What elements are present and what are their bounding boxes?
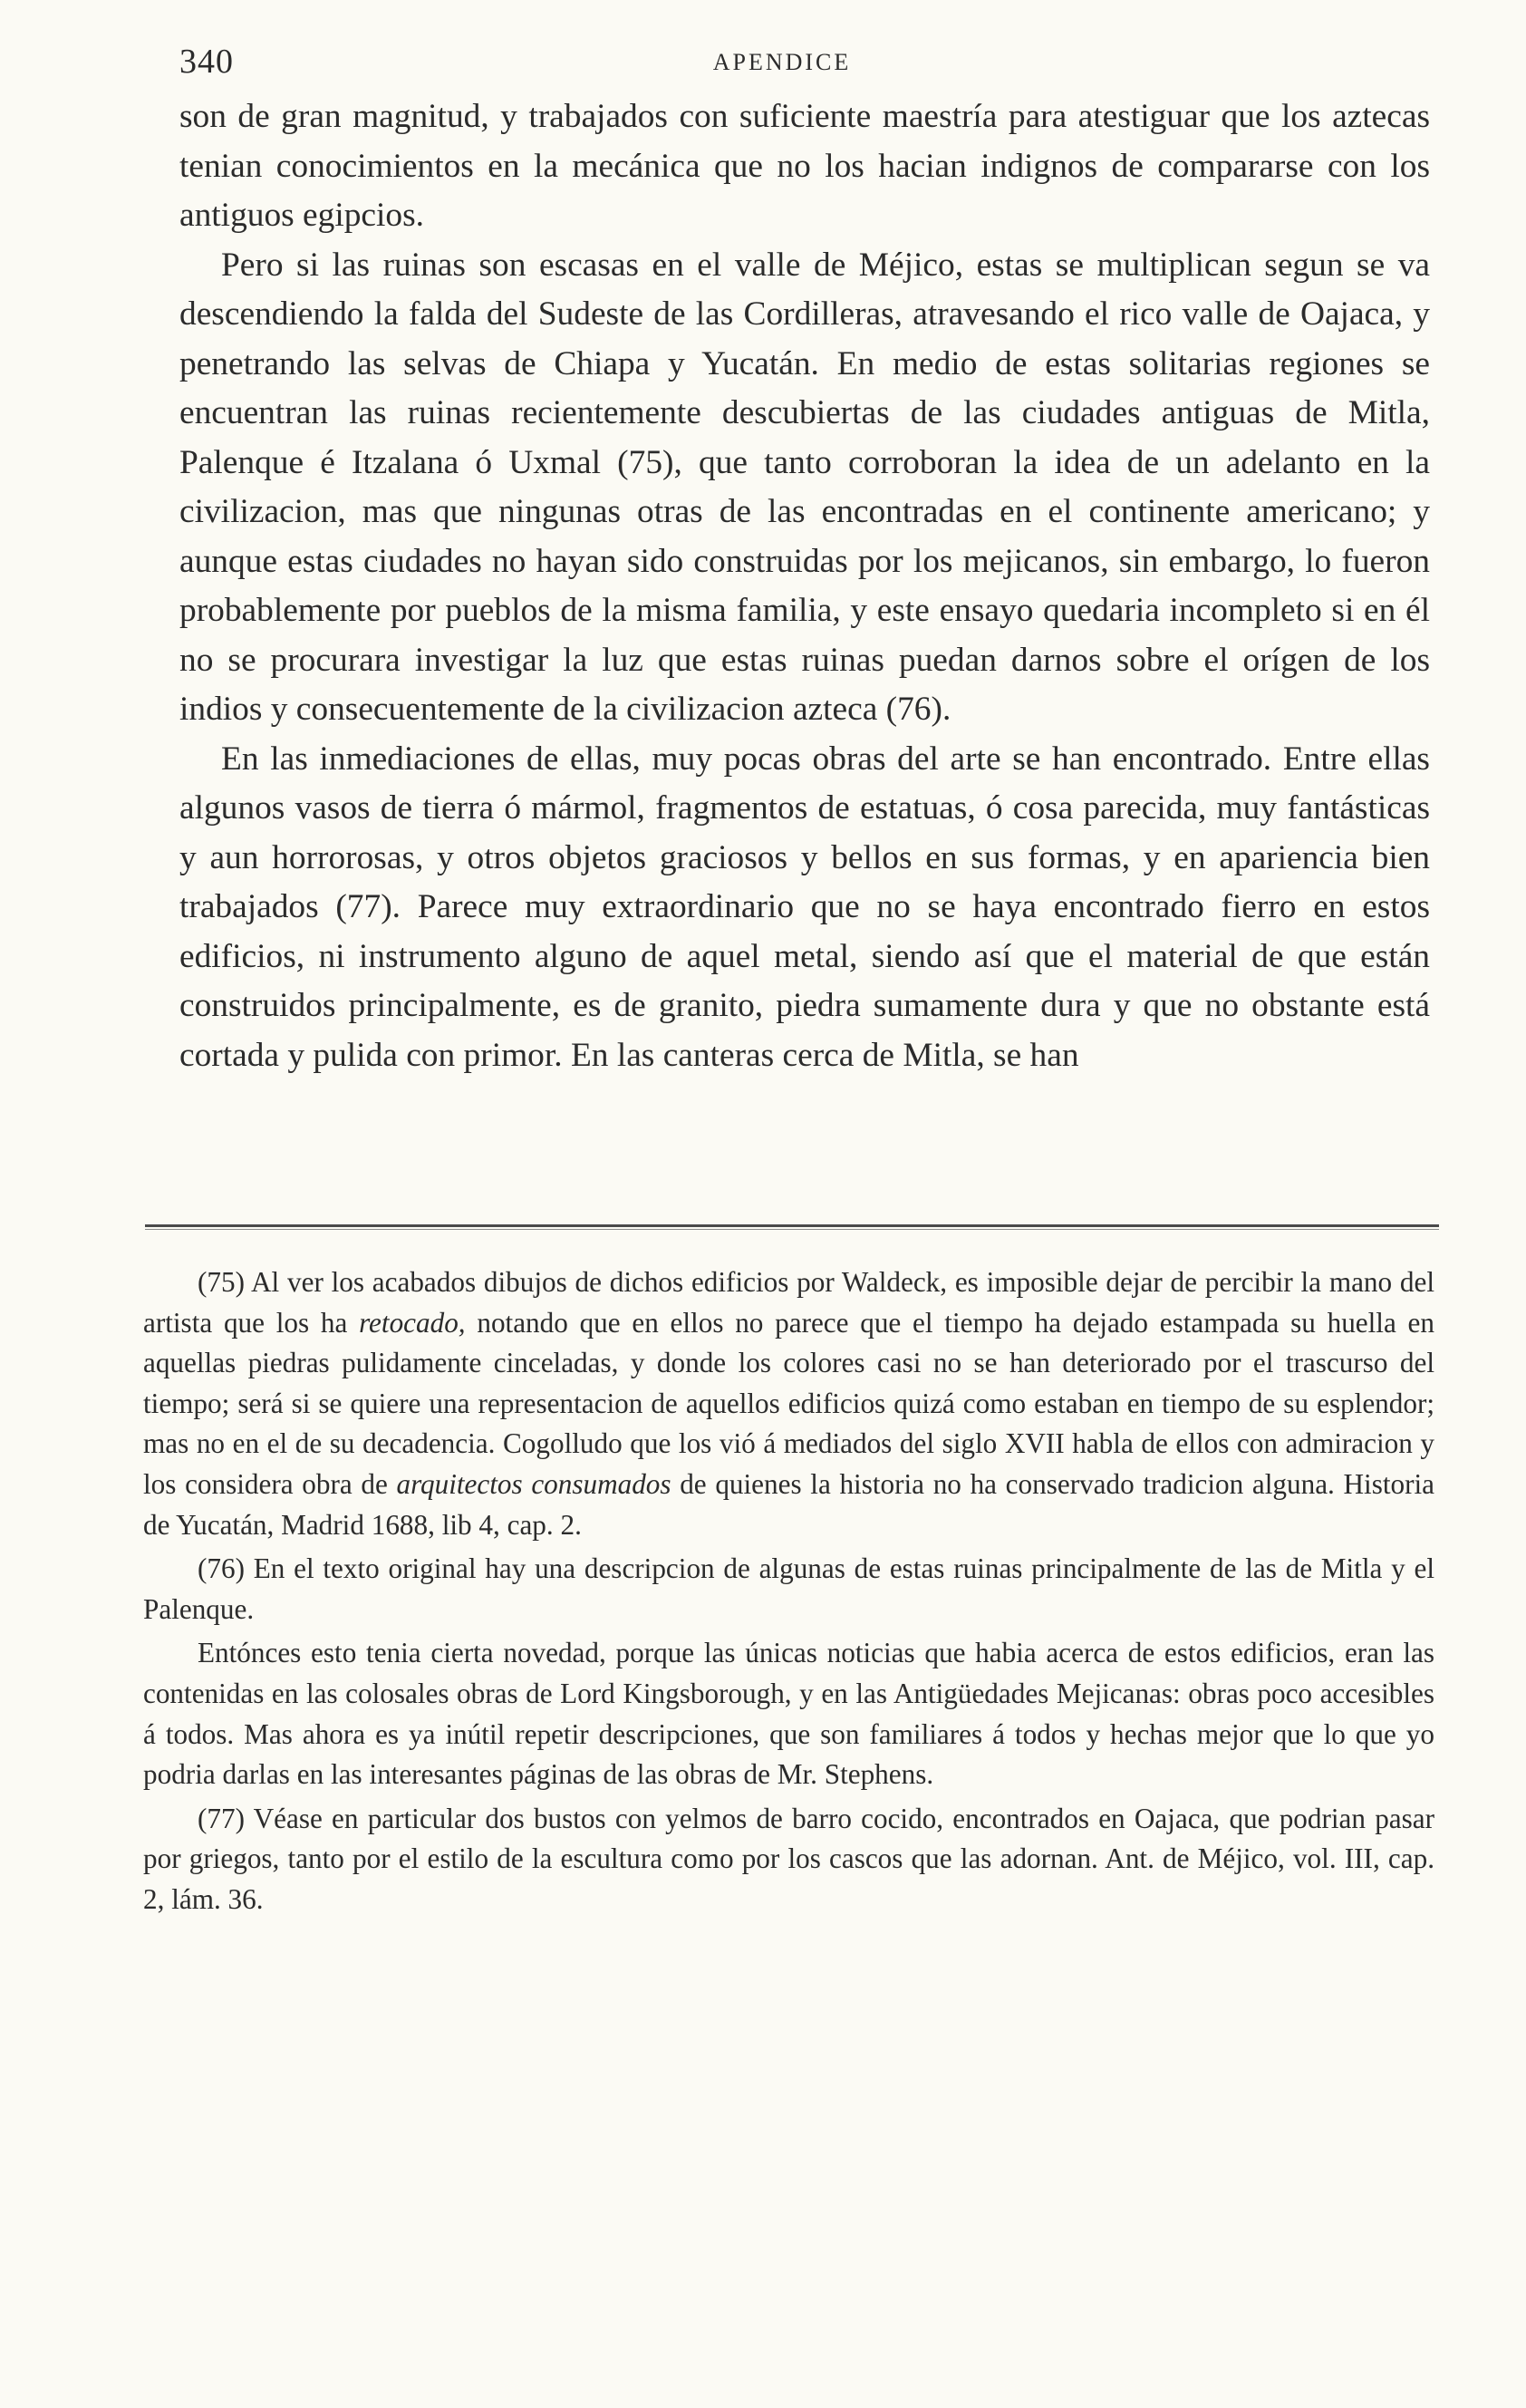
footnote-75-text-b: notando que en ellos no parece que el tiempo ha dejado estampada su huella en aquellas piedras pulidamente cinceladas, y donde los colores casi no se han deteriorado por el trascurso del tiempo; será si se quiere una representacion de aquellos edificios quizá como estaban en tiempo de su esplendor; mas no en el de su decadencia. Cogolludo que los vió á mediados del siglo XVII habla de ellos con admiracion y los considera obra de xyxy=(143,1306,1434,1500)
footnote-75-italic-retocado: retocado, xyxy=(359,1306,466,1339)
running-title: APENDICE xyxy=(712,49,852,75)
paragraph-continued: son de gran magnitud, y trabajados con suficiente maestría para atestiguar que los aztecas tenian conocimientos en la mecánica que no los hacian indignos de compararse con los antiguos egipcios. xyxy=(179,98,1430,234)
running-head xyxy=(179,42,1439,87)
paragraph-works-of-art: En las inmediaciones de ellas, muy pocas obras del arte se han encontrado. Entre ellas algunos vasos de tierra ó mármol, fragmentos de estatuas, ó cosa parecida, muy fantásticas y aun horrorosas, y otros objetos graciosos y bellos en sus formas, y en apariencia bien trabajados (77). Parece muy extraordinario que no se haya encontrado fierro en estos edificios, ni instrumento alguno de aquel metal, siendo así que el material de que están construidos principalmente, es de granito, piedra sumamente dura y que no obstante está cortada y pulida con primor. En las canteras cerca de Mitla, se han xyxy=(179,740,1430,1074)
footnotes xyxy=(143,1262,1434,1924)
footnote-75-text-a: (75) Al ver los acabados dibujos de dichos edificios por Waldeck, es imposible dejar de percibir la mano del artista que los ha xyxy=(143,1266,1434,1339)
paragraph-ruins: Pero si las ruinas son escasas en el valle de Méjico, estas se multiplican segun se va descendiendo la falda del Sudeste de las Cordilleras, atravesando el rico valle de Oajaca, y penetrando las selvas de Chiapa y Yucatán. En medio de estas solitarias regiones se encuentran las ruinas recientemente descubiertas de las ciudades antiguas de Mitla, Palenque é Itzalana ó Uxmal (75), que tanto corroboran la idea de un adelanto en la civilizacion, mas que ningunas otras de las encontradas en el continente americano; y aunque estas ciudades no hayan sido construidas por los mejicanos, sin embargo, lo fueron probablemente por pueblos de la misma familia, y este ensayo quedaria incompleto si en él no se procurara investigar la luz que estas ruinas puedan darnos sobre el orígen de los indios y consecuentemente de la civilizacion azteca (76). xyxy=(179,246,1430,728)
footnote-77: (77) Véase en particular dos bustos con yelmos de barro cocido, encontrados en Oajaca, que podrian pasar por griegos, tanto por el estilo de la escultura como por los cascos que las adornan. Ant. de Méjico, vol. III, cap. 2, lám. 36. xyxy=(143,1802,1434,1915)
footnote-75 xyxy=(143,1262,1434,1545)
footnote-75-text-c: de quienes la historia no ha conservado tradicion alguna. Historia de Yucatán, Madrid 1688, lib 4, cap. 2. xyxy=(143,1467,1434,1541)
footnote-75-italic-arquitectos: arquitectos consumados xyxy=(396,1467,671,1500)
footnote-76: (76) En el texto original hay una descripcion de algunas de estas ruinas principalmente de las de Mitla y el Palenque. xyxy=(143,1552,1434,1625)
main-text xyxy=(179,92,1430,1080)
page-number: 340 xyxy=(179,43,234,81)
footnote-76-continued: Entónces esto tenia cierta novedad, porque las únicas noticias que habia acerca de estos edificios, eran las contenidas en las colosales obras de Lord Kingsborough, y en las Antigüedades Mejicanas: obras poco accesibles á todos. Mas ahora es ya inútil repetir descripciones, que son familiares á todos y hechas mejor que lo que yo podria darlas en las interesantes páginas de las obras de Mr. Stephens. xyxy=(143,1637,1434,1791)
footnote-separator-rule xyxy=(145,1224,1439,1230)
